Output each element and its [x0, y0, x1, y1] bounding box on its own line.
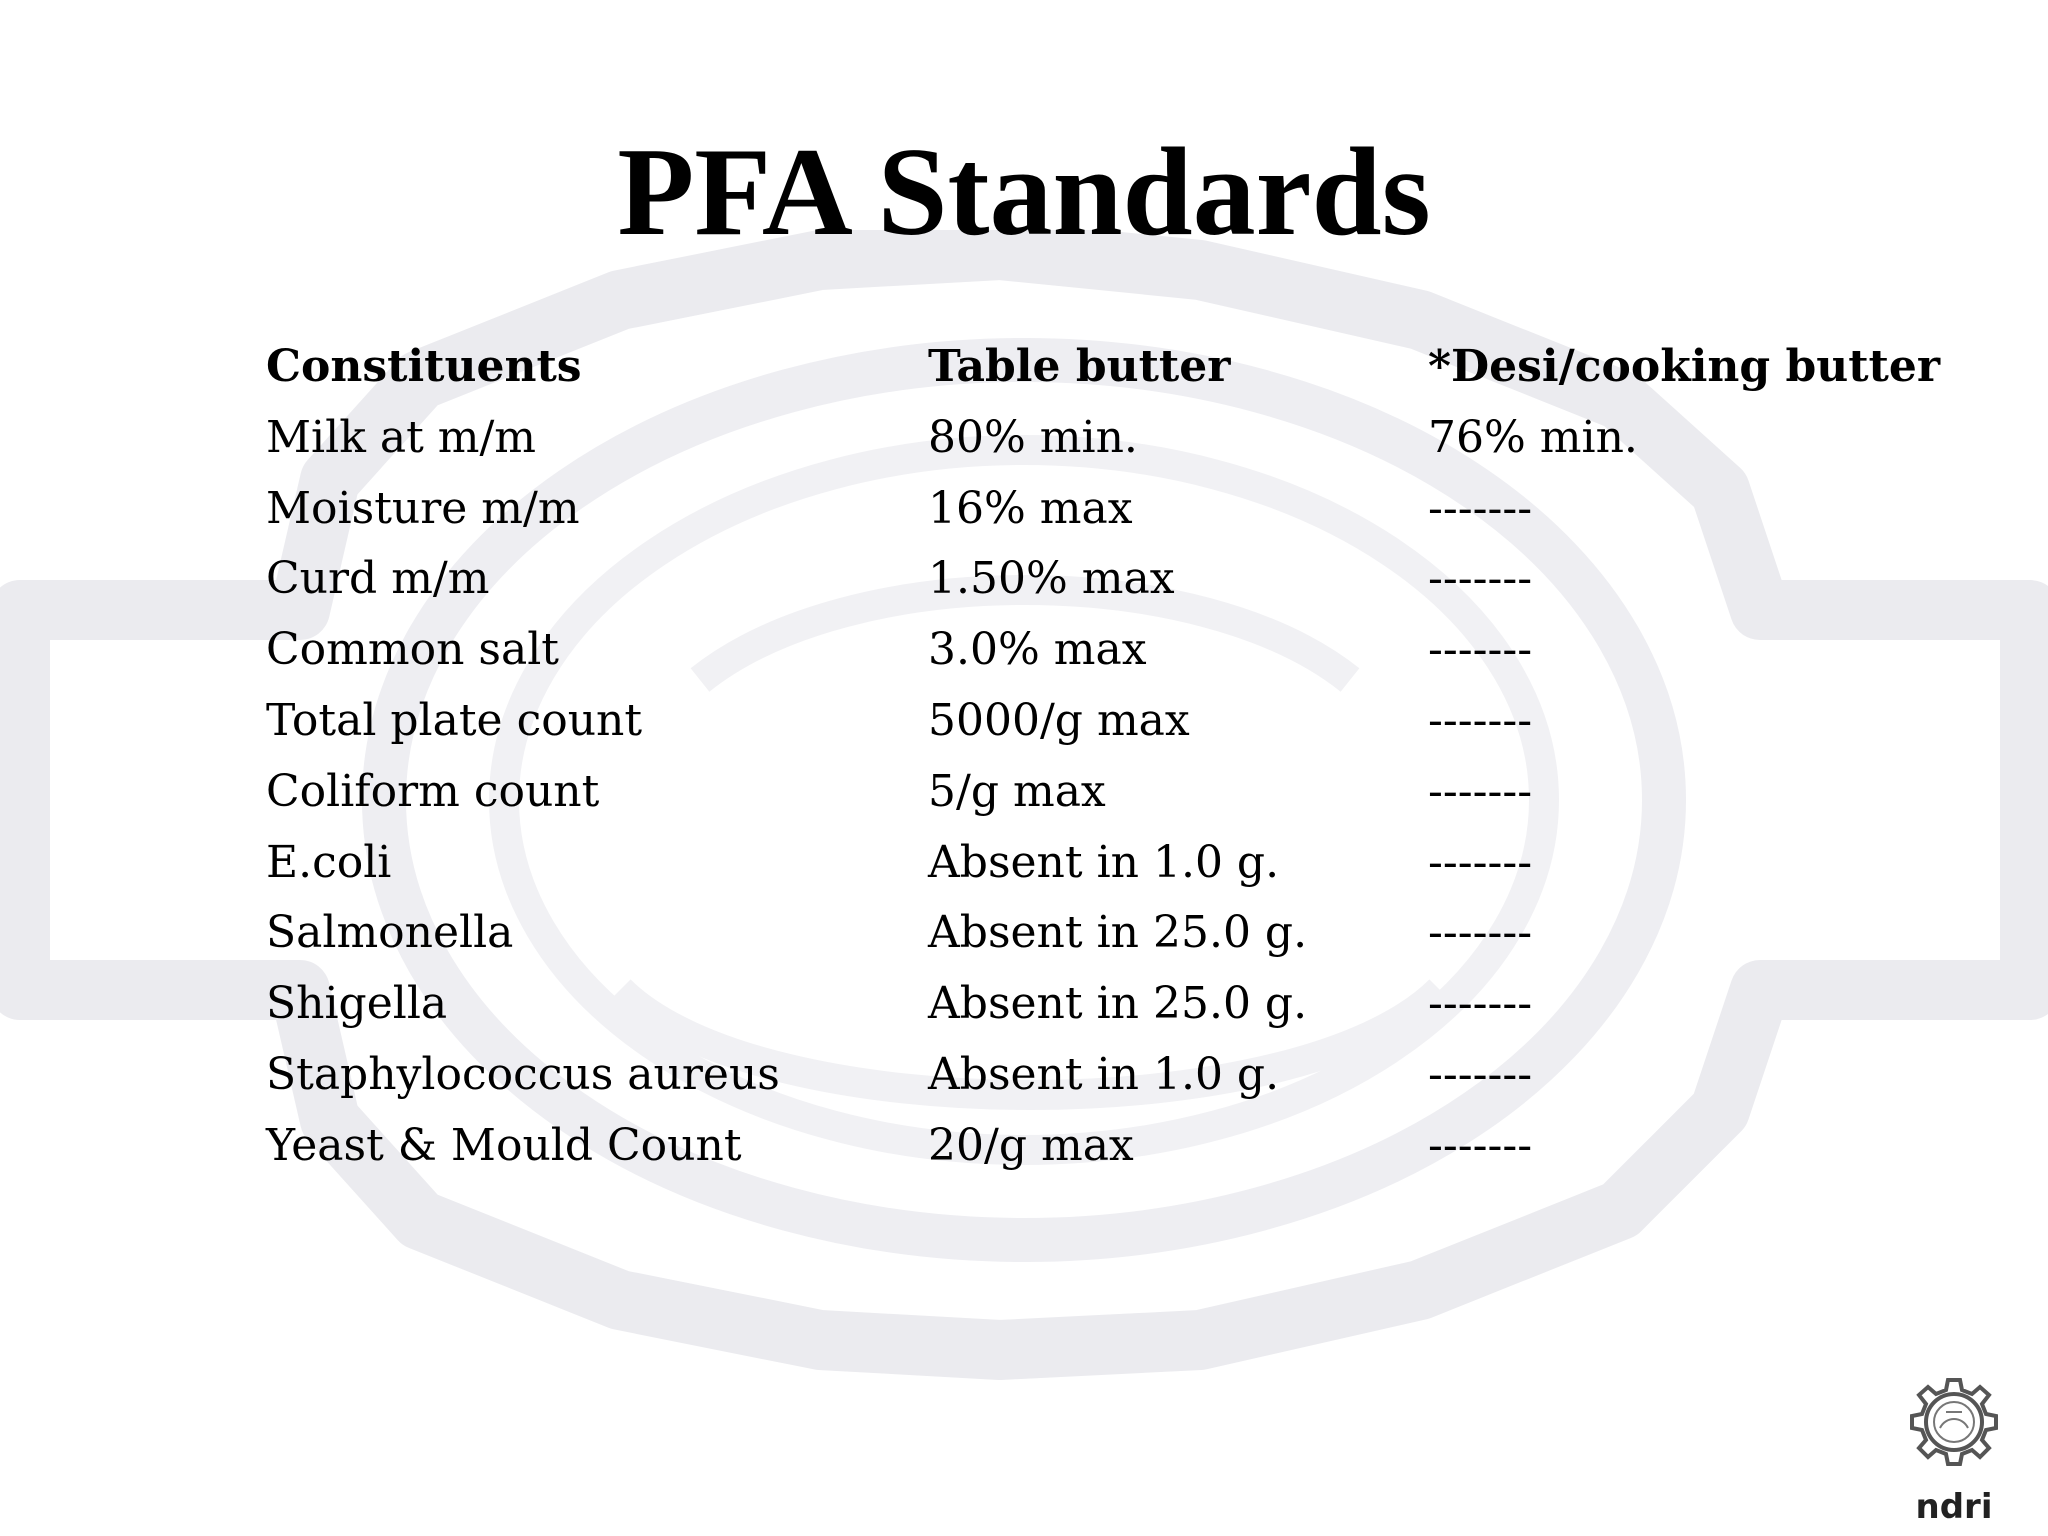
cell-table-butter: 5000/g max	[928, 694, 1190, 746]
cell-table-butter: Absent in 25.0 g.	[928, 978, 1308, 1030]
standards-table	[266, 332, 1968, 1182]
table-row	[266, 969, 1968, 1040]
ndri-logo	[1900, 1372, 2008, 1532]
cell-desi-butter: 76% min.	[1428, 411, 1638, 463]
cell-table-butter: Absent in 25.0 g.	[928, 907, 1308, 959]
column-header-constituents: Constituents	[266, 341, 582, 392]
cell-table-butter: 16% max	[928, 482, 1133, 534]
table-row	[266, 615, 1968, 686]
cell-table-butter: Absent in 1.0 g.	[928, 1048, 1280, 1100]
cell-desi-butter: -------	[1428, 624, 1533, 676]
table-row	[266, 828, 1968, 899]
cell-constituent: E.coli	[266, 836, 392, 888]
table-row	[266, 898, 1968, 969]
cell-desi-butter: -------	[1428, 482, 1533, 534]
cell-constituent: Common salt	[266, 624, 559, 676]
cell-desi-butter: -------	[1428, 694, 1533, 746]
cell-constituent: Yeast & Mould Count	[266, 1119, 742, 1171]
cell-constituent: Moisture m/m	[266, 482, 580, 534]
cell-table-butter: 80% min.	[928, 411, 1138, 463]
table-row	[266, 474, 1968, 545]
cell-constituent: Milk at m/m	[266, 411, 537, 463]
table-row	[266, 544, 1968, 615]
cell-desi-butter: -------	[1428, 907, 1533, 959]
cell-constituent: Curd m/m	[266, 553, 490, 605]
table-row	[266, 1111, 1968, 1182]
cell-desi-butter: -------	[1428, 765, 1533, 817]
cell-table-butter: 1.50% max	[928, 553, 1175, 605]
table-header-row	[266, 332, 1968, 403]
cell-constituent: Shigella	[266, 978, 448, 1030]
table-row	[266, 686, 1968, 757]
table-row	[266, 403, 1968, 474]
cell-constituent: Staphylococcus aureus	[266, 1048, 780, 1100]
logo-text: ndri	[1915, 1487, 1993, 1527]
ndri-gear-emblem-icon	[1912, 1380, 1996, 1464]
cell-desi-butter: -------	[1428, 836, 1533, 888]
cell-table-butter: Absent in 1.0 g.	[928, 836, 1280, 888]
cell-constituent: Total plate count	[266, 694, 643, 746]
table-row	[266, 757, 1968, 828]
table-row	[266, 1040, 1968, 1111]
cell-desi-butter: -------	[1428, 1119, 1533, 1171]
cell-desi-butter: -------	[1428, 978, 1533, 1030]
cell-desi-butter: -------	[1428, 553, 1533, 605]
cell-table-butter: 3.0% max	[928, 624, 1147, 676]
column-header-desi-butter: *Desi/cooking butter	[1428, 341, 1941, 392]
column-header-table-butter: Table butter	[928, 341, 1231, 392]
cell-table-butter: 20/g max	[928, 1119, 1134, 1171]
cell-table-butter: 5/g max	[928, 765, 1106, 817]
cell-constituent: Coliform count	[266, 765, 600, 817]
page-title: PFA Standards	[617, 123, 1431, 262]
cell-constituent: Salmonella	[266, 907, 514, 959]
cell-desi-butter: -------	[1428, 1048, 1533, 1100]
